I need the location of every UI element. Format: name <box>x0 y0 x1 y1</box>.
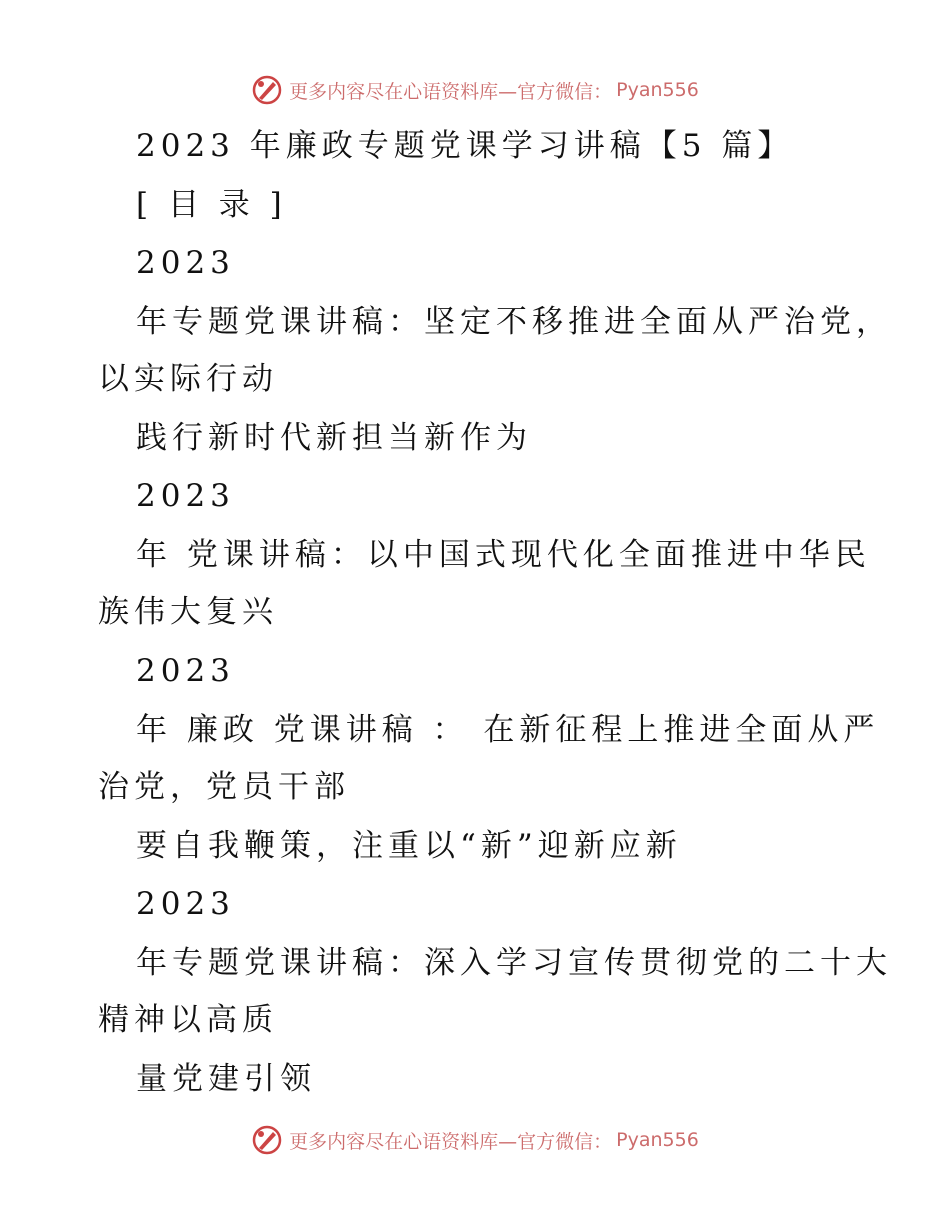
toc-heading: [ 目 录 ] <box>136 187 287 223</box>
toc-entry-4-line2: 精神以高质 <box>98 1002 278 1038</box>
footer-watermark <box>0 1120 950 1160</box>
toc-entry-2-year: 2023 <box>136 478 235 514</box>
toc-entry-1-line1: 年专题党课讲稿：坚定不移推进全面从严治党， <box>136 304 892 340</box>
toc-entry-4-year: 2023 <box>136 886 235 922</box>
watermark-wechat-id: Pyan556 <box>616 79 699 101</box>
watermark-wechat-id: Pyan556 <box>616 1129 699 1151</box>
toc-entry-2-line2: 族伟大复兴 <box>98 594 278 630</box>
toc-entry-4-line1: 年专题党课讲稿：深入学习宣传贯彻党的二十大 <box>136 945 892 981</box>
watermark-text: 更多内容尽在心语资料库—官方微信： <box>289 1130 613 1153</box>
pen-logo-icon <box>251 74 283 106</box>
toc-entry-1-line2: 以实际行动 <box>98 361 278 397</box>
pen-logo-icon <box>251 1124 283 1156</box>
toc-entry-3-line1: 年 廉政 党课讲稿 ： 在新征程上推进全面从严 <box>136 712 880 748</box>
toc-entry-3-line3: 要自我鞭策，注重以“新”迎新应新 <box>136 828 682 864</box>
watermark-text: 更多内容尽在心语资料库—官方微信： <box>289 80 613 103</box>
toc-entry-2-line1: 年 党课讲稿：以中国式现代化全面推进中华民 <box>136 537 871 573</box>
toc-entry-1-year: 2023 <box>136 245 235 281</box>
toc-entry-4-line3: 量党建引领 <box>136 1061 316 1097</box>
toc-entry-3-year: 2023 <box>136 653 235 689</box>
document-title: 2023 年廉政专题党课学习讲稿【5 篇】 <box>136 128 794 164</box>
toc-entry-1-line3: 践行新时代新担当新作为 <box>136 420 532 456</box>
header-watermark <box>0 70 950 110</box>
toc-entry-3-line2: 治党，党员干部 <box>98 769 350 805</box>
